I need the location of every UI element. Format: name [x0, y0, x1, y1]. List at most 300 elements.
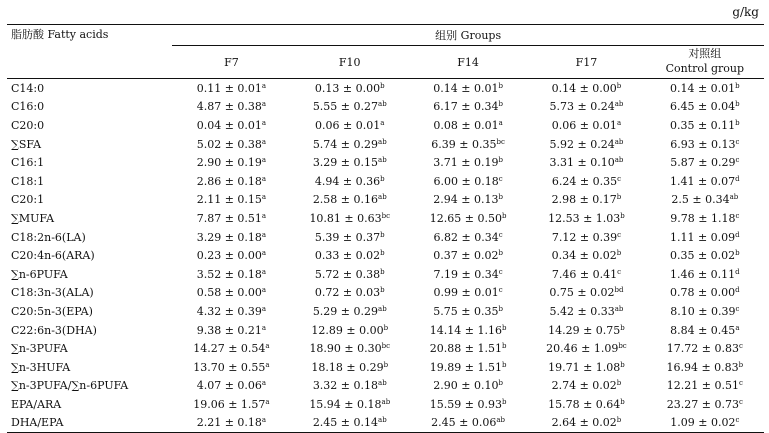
significance-letter: c: [498, 267, 503, 276]
value-text: 0.58 ± 0.00: [196, 286, 262, 300]
significance-letter: b: [501, 211, 507, 220]
significance-letter: b: [620, 211, 625, 220]
value-text: 0.34 ± 0.02: [551, 249, 617, 263]
significance-letter: b: [620, 360, 625, 369]
table-row: [7, 302, 764, 321]
value-cell: [409, 153, 527, 172]
value-text: 5.55 ± 0.27: [312, 100, 379, 114]
significance-letter: b: [380, 286, 385, 295]
significance-letter: c: [735, 211, 740, 220]
value-text: 2.5 ± 0.34: [671, 193, 730, 207]
value-text: 5.92 ± 0.24: [549, 137, 615, 151]
significance-letter: c: [735, 156, 740, 165]
value-text: 5.74 ± 0.29: [312, 137, 379, 151]
value-cell: [172, 302, 290, 321]
col-header-control: [646, 46, 764, 79]
value-text: 18.90 ± 0.30: [309, 342, 382, 356]
value-cell: [527, 98, 645, 117]
significance-letter: b: [383, 323, 389, 332]
value-cell: [527, 284, 645, 303]
value-text: 0.04 ± 0.01: [196, 118, 262, 132]
value-text: 2.86 ± 0.18: [196, 174, 262, 188]
value-cell: [409, 265, 527, 284]
value-text: 0.35 ± 0.02: [669, 249, 736, 263]
value-cell: [172, 395, 290, 414]
significance-letter: a: [265, 342, 270, 351]
significance-letter: b: [616, 81, 622, 90]
value-cell: [172, 191, 290, 210]
value-text: 3.31 ± 0.10: [549, 156, 615, 170]
value-text: 4.87 ± 0.38: [196, 100, 262, 114]
significance-letter: b: [498, 100, 503, 109]
significance-letter: ab: [378, 193, 387, 202]
value-text: 15.78 ± 0.64: [548, 397, 621, 411]
value-text: 0.72 ± 0.03: [314, 286, 381, 300]
fatty-acid-name: C20:4n-6(ARA): [11, 249, 95, 263]
value-text: 2.45 ± 0.06: [431, 416, 497, 430]
value-text: 14.27 ± 0.54: [193, 342, 266, 356]
value-cell: [291, 339, 409, 358]
value-text: 4.94 ± 0.36: [314, 174, 381, 188]
value-cell: [291, 284, 409, 303]
value-cell: [291, 209, 409, 228]
significance-letter: c: [617, 174, 621, 183]
value-cell: [291, 116, 409, 135]
significance-letter: b: [620, 397, 625, 406]
value-cell: [527, 414, 645, 433]
value-cell: [646, 228, 764, 247]
value-text: 16.94 ± 0.83: [666, 360, 739, 374]
significance-letter: c: [735, 416, 740, 425]
significance-letter: a: [265, 397, 270, 406]
fatty-acid-name: EPA/ARA: [11, 397, 62, 411]
value-cell: [172, 321, 290, 340]
value-cell: [527, 116, 645, 135]
table-row: [7, 116, 764, 135]
value-cell: [172, 265, 290, 284]
value-text: 0.37 ± 0.02: [433, 249, 499, 263]
table-row: [7, 98, 764, 117]
value-text: 6.39 ± 0.35: [431, 137, 497, 151]
significance-letter: ab: [496, 416, 506, 425]
significance-letter: ab: [381, 397, 391, 406]
significance-letter: d: [735, 286, 740, 295]
significance-letter: bc: [618, 342, 627, 351]
fatty-acid-name: C18:3n-3(ALA): [11, 286, 94, 300]
value-cell: [172, 98, 290, 117]
value-text: 6.17 ± 0.34: [433, 100, 499, 114]
table-row: [7, 284, 764, 303]
value-text: 6.00 ± 0.18: [433, 174, 499, 188]
value-text: 7.12 ± 0.39: [551, 230, 618, 244]
significance-letter: a: [261, 81, 267, 90]
value-cell: [291, 135, 409, 154]
unit-label: g/kg: [732, 5, 759, 19]
value-text: 12.53 ± 1.03: [548, 211, 621, 225]
table-row: [7, 135, 764, 154]
value-cell: [409, 228, 527, 247]
value-text: 9.78 ± 1.18: [670, 211, 736, 225]
significance-letter: b: [380, 230, 385, 239]
significance-letter: ab: [614, 100, 624, 109]
significance-letter: ab: [378, 304, 387, 313]
significance-letter: a: [261, 230, 267, 239]
significance-letter: c: [498, 286, 503, 295]
significance-letter: c: [738, 397, 743, 406]
value-text: 3.29 ± 0.18: [196, 230, 262, 244]
significance-letter: b: [380, 249, 385, 258]
value-cell: [409, 172, 527, 191]
value-text: 5.72 ± 0.38: [314, 267, 381, 281]
value-cell: [172, 246, 290, 265]
value-text: 14.14 ± 1.16: [429, 323, 502, 337]
table-row: [7, 395, 764, 414]
value-text: 19.89 ± 1.51: [429, 360, 502, 374]
significance-letter: b: [498, 304, 503, 313]
significance-letter: a: [735, 323, 740, 332]
value-cell: [409, 302, 527, 321]
value-cell: [646, 321, 764, 340]
value-text: 2.58 ± 0.16: [312, 193, 379, 207]
significance-letter: b: [498, 81, 503, 90]
value-text: 0.13 ± 0.00: [314, 81, 381, 95]
value-cell: [646, 79, 764, 98]
fatty-acid-name: ∑n-3PUFA: [11, 342, 68, 356]
value-text: 23.27 ± 0.73: [666, 397, 739, 411]
table-row: [7, 79, 764, 98]
significance-letter: c: [617, 230, 621, 239]
value-text: 3.52 ± 0.18: [196, 267, 262, 281]
value-text: 12.21 ± 0.51: [666, 379, 739, 393]
value-cell: [527, 339, 645, 358]
value-cell: [646, 414, 764, 433]
table-body: [7, 79, 764, 433]
significance-letter: ab: [378, 379, 387, 388]
value-cell: [646, 116, 764, 135]
value-text: 17.72 ± 0.83: [666, 342, 739, 356]
value-cell: [646, 339, 764, 358]
value-text: 2.74 ± 0.02: [551, 379, 617, 393]
value-text: 1.09 ± 0.02: [670, 416, 736, 430]
value-text: 0.35 ± 0.11: [669, 118, 736, 132]
value-cell: [646, 172, 764, 191]
value-text: 13.70 ± 0.55: [193, 360, 266, 374]
value-text: 3.32 ± 0.18: [312, 379, 379, 393]
significance-letter: bd: [614, 286, 624, 295]
fatty-acid-name: C20:1: [11, 193, 45, 207]
value-text: 0.08 ± 0.01: [433, 118, 499, 132]
table-row: [7, 321, 764, 340]
table-row: [7, 191, 764, 210]
table-row: [7, 153, 764, 172]
table-row: [7, 377, 764, 396]
value-text: 20.46 ± 1.09: [546, 342, 619, 356]
col-header-control-cn: 对照组: [688, 47, 722, 61]
value-cell: [409, 79, 527, 98]
significance-letter: a: [261, 137, 267, 146]
fatty-acid-name: C22:6n-3(DHA): [11, 323, 97, 337]
value-text: 0.78 ± 0.00: [669, 286, 736, 300]
value-cell: [291, 395, 409, 414]
value-text: 4.32 ± 0.39: [196, 304, 262, 318]
value-cell: [291, 414, 409, 433]
value-text: 5.73 ± 0.24: [549, 100, 615, 114]
significance-letter: b: [498, 249, 503, 258]
value-cell: [646, 209, 764, 228]
significance-letter: c: [738, 342, 743, 351]
significance-letter: bc: [496, 137, 505, 146]
value-text: 0.75 ± 0.02: [549, 286, 615, 300]
significance-letter: b: [616, 249, 622, 258]
value-cell: [646, 153, 764, 172]
fatty-acid-name: C20:0: [11, 118, 45, 132]
table-row: [7, 228, 764, 247]
value-text: 2.98 ± 0.17: [551, 193, 617, 207]
value-text: 5.02 ± 0.38: [196, 137, 262, 151]
significance-letter: ab: [614, 137, 624, 146]
value-cell: [409, 377, 527, 396]
significance-letter: c: [498, 174, 503, 183]
col-header-f17: F17: [527, 46, 645, 79]
significance-letter: b: [735, 81, 740, 90]
value-text: 3.29 ± 0.15: [312, 156, 379, 170]
fatty-acid-name: ∑n-3HUFA: [11, 360, 71, 374]
value-text: 19.06 ± 1.57: [193, 397, 266, 411]
significance-letter: a: [261, 379, 267, 388]
value-text: 19.71 ± 1.08: [548, 360, 621, 374]
value-cell: [527, 377, 645, 396]
significance-letter: b: [501, 397, 507, 406]
value-cell: [409, 191, 527, 210]
fatty-acid-name: ∑SFA: [11, 137, 42, 151]
significance-letter: d: [735, 174, 740, 183]
value-cell: [291, 265, 409, 284]
value-cell: [646, 191, 764, 210]
significance-letter: b: [380, 81, 385, 90]
significance-letter: ab: [614, 156, 624, 165]
value-text: 8.84 ± 0.45: [670, 323, 736, 337]
table-row: [7, 265, 764, 284]
value-text: 2.90 ± 0.10: [433, 379, 499, 393]
value-text: 5.42 ± 0.33: [549, 304, 615, 318]
value-text: 12.65 ± 0.50: [429, 211, 502, 225]
value-cell: [409, 321, 527, 340]
groups-header: 组别 Groups: [172, 25, 764, 46]
value-cell: [409, 358, 527, 377]
significance-letter: b: [616, 193, 622, 202]
value-text: 2.64 ± 0.02: [551, 416, 617, 430]
significance-letter: a: [261, 211, 267, 220]
significance-letter: bc: [381, 342, 391, 351]
fatty-acids-header: 脂肪酸 Fatty acids: [7, 25, 172, 79]
col-header-control-en: Control group: [665, 62, 745, 75]
value-text: 7.19 ± 0.34: [433, 267, 499, 281]
value-cell: [172, 377, 290, 396]
significance-letter: a: [265, 360, 270, 369]
value-text: 0.23 ± 0.00: [196, 249, 262, 263]
value-cell: [527, 172, 645, 191]
header-row-groups: [7, 25, 764, 46]
significance-letter: c: [617, 267, 621, 276]
significance-letter: a: [261, 286, 267, 295]
significance-letter: ab: [378, 156, 387, 165]
value-text: 6.24 ± 0.35: [551, 174, 618, 188]
fatty-acid-name: C16:1: [11, 156, 45, 170]
value-cell: [172, 116, 290, 135]
significance-letter: b: [620, 323, 625, 332]
significance-letter: b: [501, 360, 507, 369]
value-text: 2.94 ± 0.13: [433, 193, 499, 207]
value-cell: [527, 79, 645, 98]
value-text: 6.93 ± 0.13: [670, 137, 736, 151]
significance-letter: b: [616, 416, 622, 425]
value-cell: [646, 246, 764, 265]
value-cell: [409, 209, 527, 228]
significance-letter: b: [738, 360, 744, 369]
value-text: 1.11 ± 0.09: [669, 230, 736, 244]
fatty-acid-name: C20:5n-3(EPA): [11, 304, 93, 318]
value-text: 8.10 ± 0.39: [670, 304, 736, 318]
table-row: [7, 246, 764, 265]
value-cell: [527, 246, 645, 265]
fatty-acid-name: ∑n-3PUFA/∑n-6PUFA: [11, 379, 129, 393]
value-cell: [646, 302, 764, 321]
table-row: [7, 358, 764, 377]
significance-letter: bc: [381, 211, 391, 220]
table-row: [7, 414, 764, 433]
significance-letter: c: [735, 304, 740, 313]
value-cell: [172, 172, 290, 191]
value-text: 0.06 ± 0.01: [551, 118, 617, 132]
value-text: 2.21 ± 0.18: [196, 416, 262, 430]
value-cell: [409, 116, 527, 135]
value-cell: [291, 246, 409, 265]
significance-letter: b: [735, 118, 740, 127]
value-cell: [291, 153, 409, 172]
value-text: 0.99 ± 0.01: [433, 286, 499, 300]
value-cell: [646, 395, 764, 414]
value-cell: [409, 339, 527, 358]
value-text: 3.71 ± 0.19: [433, 156, 499, 170]
significance-letter: b: [498, 379, 503, 388]
value-cell: [291, 302, 409, 321]
value-cell: [291, 191, 409, 210]
value-text: 2.11 ± 0.15: [196, 193, 262, 207]
value-cell: [527, 191, 645, 210]
table-row: [7, 209, 764, 228]
significance-letter: ab: [614, 304, 624, 313]
value-cell: [527, 265, 645, 284]
significance-letter: b: [501, 323, 507, 332]
value-text: 5.87 ± 0.29: [670, 156, 736, 170]
significance-letter: b: [501, 342, 507, 351]
value-text: 0.33 ± 0.02: [314, 249, 381, 263]
significance-letter: ab: [378, 100, 387, 109]
value-text: 2.45 ± 0.14: [312, 416, 379, 430]
value-cell: [409, 98, 527, 117]
value-cell: [291, 79, 409, 98]
significance-letter: d: [735, 230, 740, 239]
col-header-f7: F7: [172, 46, 290, 79]
significance-letter: a: [261, 100, 267, 109]
value-text: 15.59 ± 0.93: [429, 397, 502, 411]
value-text: 10.81 ± 0.63: [309, 211, 382, 225]
value-cell: [646, 284, 764, 303]
significance-letter: b: [383, 360, 389, 369]
value-cell: [527, 395, 645, 414]
value-cell: [409, 246, 527, 265]
value-cell: [172, 358, 290, 377]
value-cell: [172, 414, 290, 433]
fatty-acid-name: ∑MUFA: [11, 211, 55, 225]
value-cell: [172, 228, 290, 247]
value-text: 0.14 ± 0.01: [669, 81, 736, 95]
value-text: 15.94 ± 0.18: [309, 397, 382, 411]
value-text: 4.07 ± 0.06: [196, 379, 262, 393]
value-text: 0.06 ± 0.01: [315, 118, 381, 132]
significance-letter: b: [735, 100, 740, 109]
significance-letter: a: [261, 156, 267, 165]
value-cell: [646, 98, 764, 117]
value-cell: [172, 339, 290, 358]
fatty-acid-name: C18:2n-6(LA): [11, 230, 86, 244]
significance-letter: b: [380, 267, 385, 276]
significance-letter: a: [261, 174, 267, 183]
value-cell: [172, 153, 290, 172]
significance-letter: a: [380, 118, 385, 127]
value-cell: [646, 377, 764, 396]
value-text: 6.45 ± 0.04: [669, 100, 736, 114]
value-text: 18.18 ± 0.29: [311, 360, 384, 374]
fatty-acid-table: [7, 24, 764, 433]
value-text: 7.87 ± 0.51: [196, 211, 262, 225]
value-text: 5.75 ± 0.35: [433, 304, 499, 318]
value-cell: [409, 414, 527, 433]
value-text: 6.82 ± 0.34: [433, 230, 499, 244]
significance-letter: b: [380, 174, 385, 183]
value-cell: [527, 153, 645, 172]
value-text: 2.90 ± 0.19: [196, 156, 262, 170]
value-cell: [172, 284, 290, 303]
significance-letter: ab: [378, 416, 387, 425]
significance-letter: a: [616, 118, 622, 127]
value-cell: [291, 98, 409, 117]
value-text: 9.38 ± 0.21: [196, 323, 262, 337]
significance-letter: b: [498, 156, 503, 165]
fatty-acid-name: DHA/EPA: [7, 414, 172, 433]
significance-letter: a: [261, 304, 267, 313]
table-row: [7, 339, 764, 358]
value-cell: [172, 135, 290, 154]
significance-letter: d: [735, 267, 740, 276]
significance-letter: ab: [378, 137, 387, 146]
value-text: 0.14 ± 0.01: [433, 81, 499, 95]
fatty-acid-name: ∑n-6PUFA: [11, 267, 68, 281]
value-cell: [527, 358, 645, 377]
significance-letter: a: [498, 118, 503, 127]
value-cell: [409, 135, 527, 154]
significance-letter: ab: [729, 193, 739, 202]
value-cell: [291, 228, 409, 247]
value-text: 14.29 ± 0.75: [548, 323, 621, 337]
significance-letter: b: [735, 249, 740, 258]
significance-letter: a: [261, 118, 267, 127]
significance-letter: a: [261, 249, 267, 258]
value-text: 5.29 ± 0.29: [312, 304, 379, 318]
fatty-acid-name: C14:0: [11, 81, 45, 95]
value-text: 1.46 ± 0.11: [669, 267, 736, 281]
fatty-acid-name: C16:0: [11, 100, 45, 114]
